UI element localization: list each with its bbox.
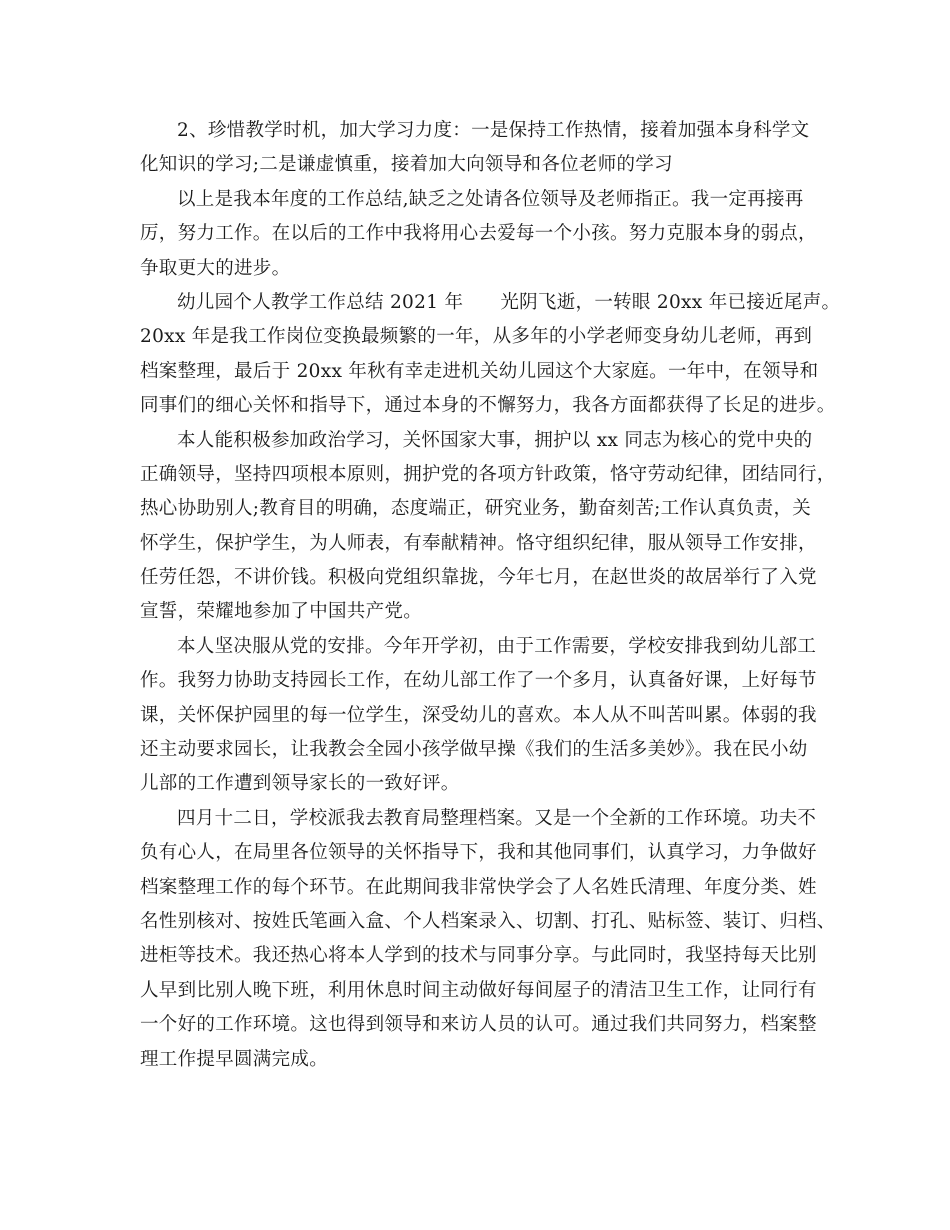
text-line: 儿部的工作遭到领导家长的一致好评。	[140, 773, 460, 795]
text-line: 以上是我本年度的工作总结,缺乏之处请各位领导及老师指正。我一定再接再	[177, 188, 804, 210]
text-line: 四月十二日，学校派我去教育局整理档案。又是一个全新的工作环境。功夫不	[177, 807, 817, 829]
text-line: 本人坚决服从党的安排。今年开学初，由于工作需要，学校安排我到幼儿部工	[177, 635, 817, 657]
text-line: 宣誓，荣耀地参加了中国共产党。	[140, 601, 423, 623]
text-line: 还主动要求园长，让我教会全园小孩学做早操《我们的生活多美妙》。我在民小幼	[140, 739, 808, 761]
text-line: 作。我努力协助支持园长工作，在幼儿部工作了一个多月，认真备好课，上好每节	[140, 670, 817, 692]
text-line: 同事们的细心关怀和指导下，通过本身的不懈努力，我各方面都获得了长足的进步。	[140, 395, 836, 417]
text-line: 怀学生，保护学生，为人师表，有奉献精神。恪守组织纪律，服从领导工作安排，	[140, 532, 817, 554]
text-line: 2、珍惜教学时机，加大学习力度：一是保持工作热情，接着加强本身科学文	[177, 120, 810, 141]
text-line: 名性别核对、按姓氏笔画入盒、个人档案录入、切割、打孔、贴标签、装订、归档、	[140, 910, 836, 932]
paragraph	[140, 286, 841, 424]
text-line: 争取更大的进步。	[140, 257, 291, 279]
text-line: 厉，努力工作。在以后的工作中我将用心去爱每一个小孩。努力克服本身的弱点，	[140, 223, 817, 245]
paragraph	[140, 802, 836, 1077]
text-line: 理工作提早圆满完成。	[140, 1048, 329, 1070]
text-line: 化知识的学习;二是谦虚慎重，接着加大向领导和各位老师的学习	[140, 154, 673, 176]
paragraph	[140, 630, 820, 802]
text-line: 进柜等技术。我还热心将本人学到的技术与同事分享。与此同时，我坚持每天比别	[140, 945, 817, 967]
text-line: 档案整理工作的每个环节。在此期间我非常快学会了人名姓氏清理、年度分类、姓	[140, 876, 817, 898]
text-line: 任劳任怨，不讲价钱。积极向党组织靠拢，今年七月，在赵世炎的故居举行了入党	[140, 567, 817, 589]
text-line: 课，关怀保护园里的每一位学生，深受幼儿的喜欢。本人从不叫苦叫累。体弱的我	[140, 704, 817, 726]
paragraph	[140, 114, 820, 183]
text-line: 人早到比别人晚下班，利用休息时间主动做好每间屋子的清洁卫生工作，让同行有	[140, 979, 817, 1001]
text-line: 热心协助别人;教育目的明确，态度端正，研究业务，勤奋刻苦;工作认真负责，关	[140, 498, 812, 520]
text-line: 正确领导，坚持四项根本原则，拥护党的各项方针政策，恪守劳动纪律，团结同行，	[140, 463, 836, 485]
text-line: 幼儿园个人教学工作总结 2021 年 光阴飞逝，一转眼 20xx 年已接近尾声。	[177, 291, 841, 313]
paragraph	[140, 183, 820, 286]
text-line: 档案整理，最后于 20xx 年秋有幸走进机关幼儿园这个大家庭。一年中，在领导和	[140, 360, 819, 382]
document-body	[140, 114, 841, 1077]
text-line: 一个好的工作环境。这也得到领导和来访人员的认可。通过我们共同努力，档案整	[140, 1014, 817, 1036]
text-line: 20xx 年是我工作岗位变换最频繁的一年，从多年的小学老师变身幼儿老师，再到	[140, 326, 813, 348]
paragraph	[140, 424, 836, 630]
text-line: 本人能积极参加政治学习，关怀国家大事，拥护以 xx 同志为核心的党中央的	[177, 429, 813, 451]
text-line: 负有心人，在局里各位领导的关怀指导下，我和其他同事们，认真学习，力争做好	[140, 842, 817, 864]
